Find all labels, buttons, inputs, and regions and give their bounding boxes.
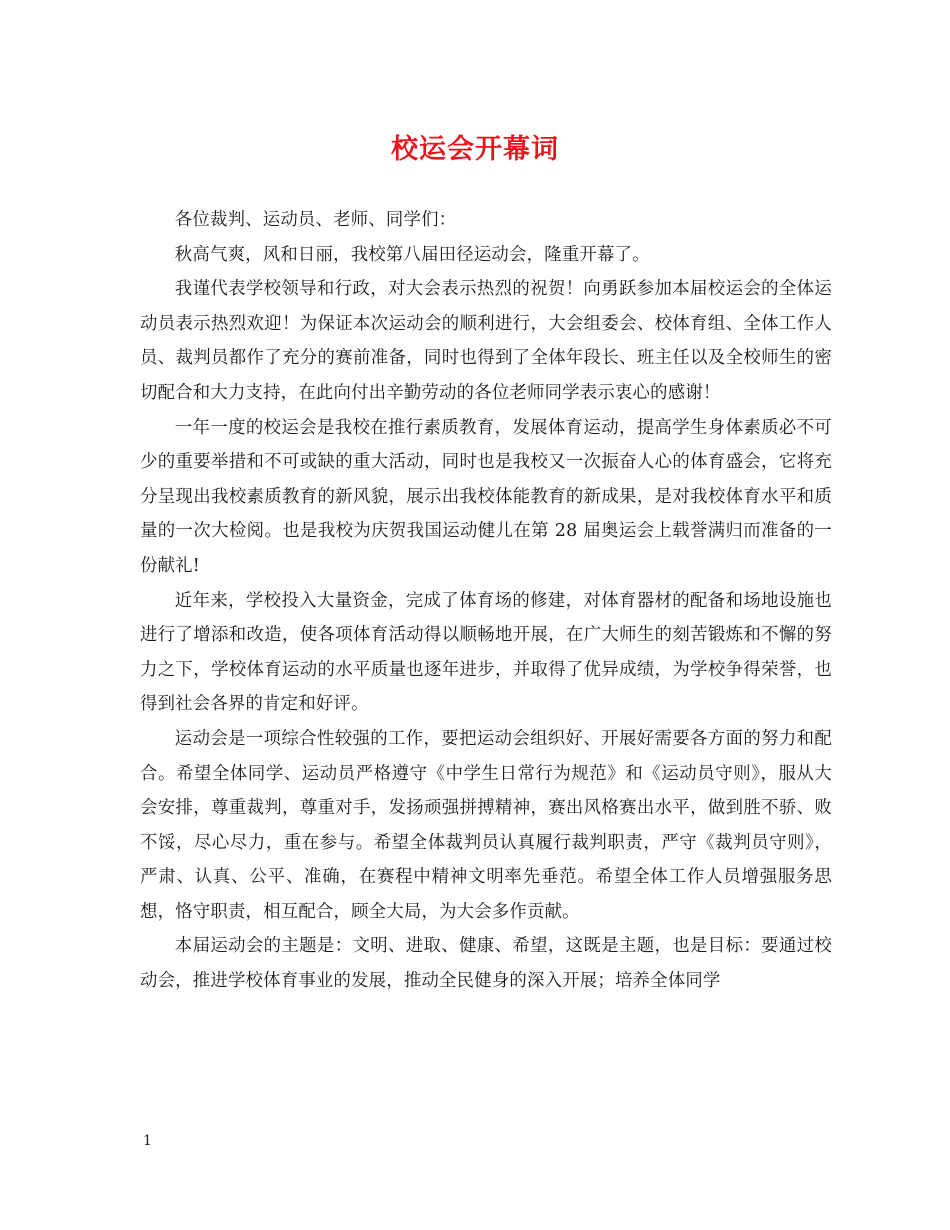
paragraph: 本届运动会的主题是：文明、进取、健康、希望，这既是主题，也是目标：要通过校动会，推进学校体育事业的发展，推动全民健身的深入开展；培养全体同学 bbox=[140, 936, 832, 992]
paragraph: 我谨代表学校领导和行政，对大会表示热烈的祝贺！向勇跃参加本届校运会的全体运动员表示热烈欢迎！为保证本次运动会的顺利进行，大会组委会、校体育组、全体工作人员、裁判员都作了充分的赛前准备，同时也得到了全体年段长、班主任以及全校师生的密切配合和大力支持，在此向付出辛勤劳动的各位老师同学表示衷心的感谢！ bbox=[140, 279, 832, 403]
paragraph: 近年来，学校投入大量资金，完成了体育场的修建，对体育器材的配备和场地设施也进行了增添和改造，使各项体育活动得以顺畅地开展，在广大师生的刻苦锻炼和不懈的努力之下，学校体育运动的水平质量也逐年进步，并取得了优异成绩，为学校争得荣誉，也得到社会各界的肯定和好评。 bbox=[140, 590, 832, 715]
document-body bbox=[140, 203, 832, 999]
page-number: 1 bbox=[143, 1133, 152, 1149]
paragraph: 运动会是一项综合性较强的工作，要把运动会组织好、开展好需要各方面的努力和配合。希望全体同学、运动员严格遵守《中学生日常行为规范》和《运动员守则》，服从大会安排，尊重裁判，尊重对手，发扬顽强拼搏精神，赛出风格赛出水平，做到胜不骄、败不馁，尽心尽力，重在参与。希望全体裁判员认真履行裁判职责，严守《裁判员守则》，严肃、认真、公平、准确，在赛程中精神文明率先垂范。希望全体工作人员增强服务思想，恪守职责，相互配合，顾全大局，为大会多作贡献。 bbox=[140, 728, 832, 922]
paragraph: 秋高气爽，风和日丽，我校第八届田径运动会，隆重开幕了。 bbox=[174, 244, 650, 265]
document-title: 校运会开幕词 bbox=[391, 134, 559, 165]
paragraph-salutation: 各位裁判、运动员、老师、同学们： bbox=[174, 210, 457, 230]
paragraph: 一年一度的校运会是我校在推行素质教育，发展体育运动，提高学生身体素质必不可少的重要举措和不可或缺的重大活动，同时也是我校又一次振奋人心的体育盛会，它将充分呈现出我校素质教育的新风貌，展示出我校体能教育的新成果，是对我校体育水平和质量的一次大检阅。也是我校为庆贺我国运动健儿在第 28 届奥运会上载誉满归而准备的一份献礼! bbox=[140, 417, 832, 576]
